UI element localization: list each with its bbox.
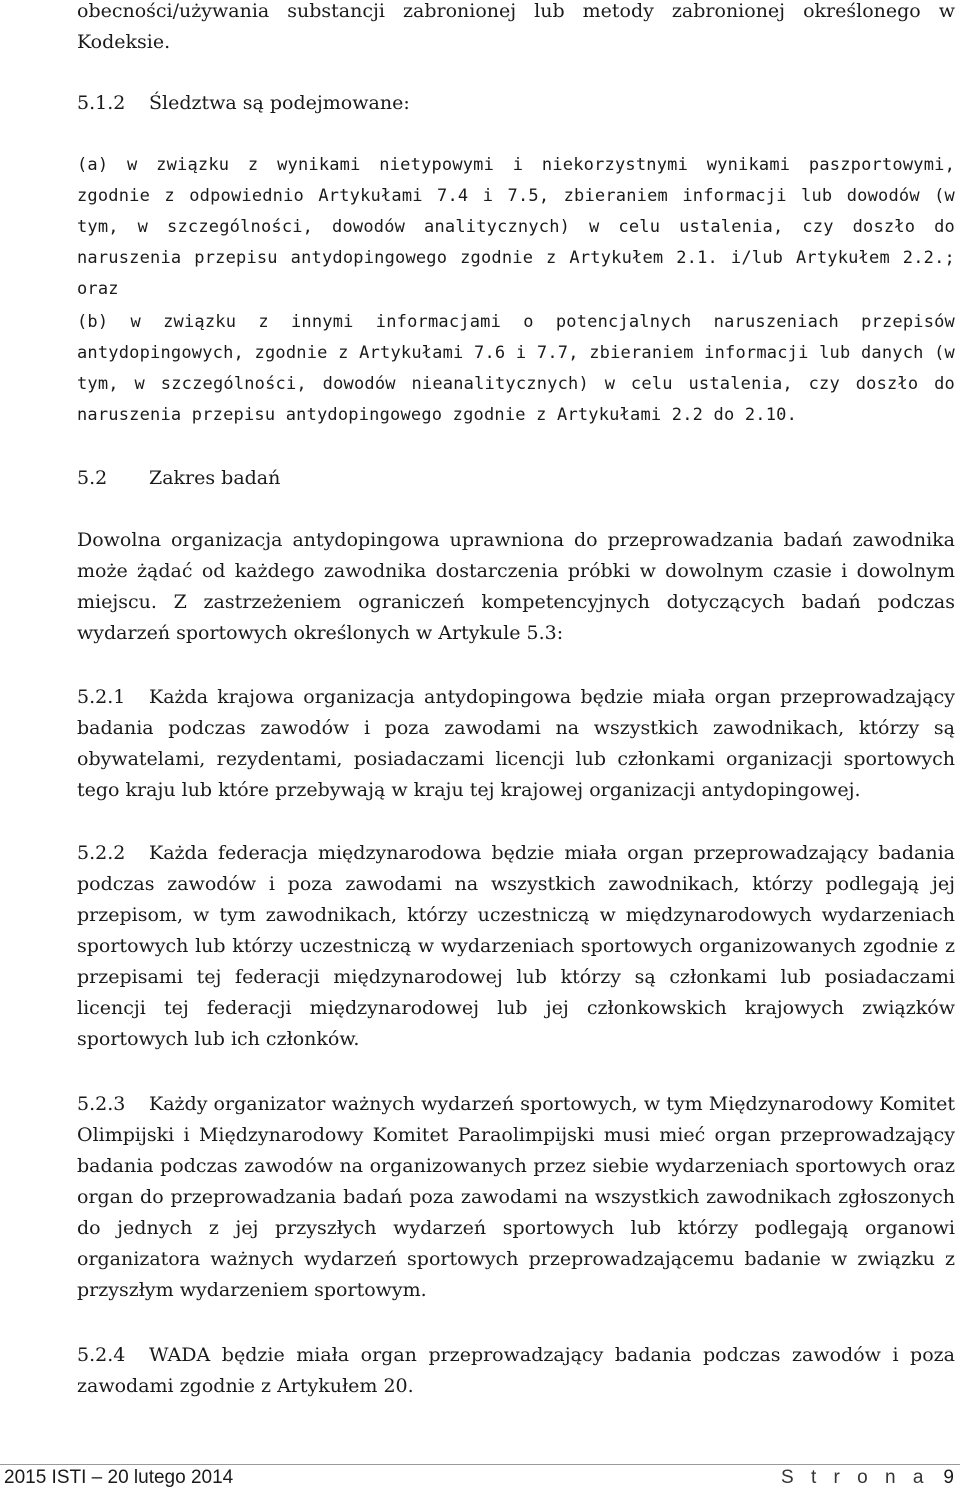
section-number: 5.1.2 [77,92,126,114]
section-number: 5.2.4 [77,1344,126,1366]
section-text: Każda federacja międzynarodowa będzie miała organ przeprowadzający badania podczas zawodów i poza zawodami na wszystkich zawodnikach, którzy podlegają jej przepisom, w tym zawodnikach, którzy uczestniczą w międzynarodowych wydarzeniach sportowych lub którzy uczestniczą w wydarzeniach sportowych organizowanych zgodnie z przepisami tej federacji międzynarodowej lub którzy są członkami lub posiadaczami licencji tej federacji międzynarodowej lub jej członkowskich krajowych związków sportowych lub ich członków. [77,842,955,1050]
section-5-2-2 [77,838,955,1055]
section-number: 5.2.3 [77,1093,126,1115]
section-5-2-heading [77,463,955,494]
section-5-2-1 [77,682,955,806]
section-text: Każdy organizator ważnych wydarzeń sportowych, w tym Międzynarodowy Komitet Olimpijski i Międzynarodowy Komitet Paraolimpijski musi mieć organ przeprowadzający badania podczas zawodów na organizowanych przez siebie wydarzeniach sportowych oraz organ do przeprowadzania badań poza zawodami na wszystkich zawodnikach zgłoszonych do jednych z jej przyszłych wydarzeń sportowych lub którzy podlegają organowi organizatora ważnych wydarzeń sportowych przeprowadzającemu badanie w związku z przyszłym wydarzeniem sportowym. [77,1093,955,1301]
section-number: 5.2.2 [77,842,126,864]
section-number: 5.2 [77,467,108,489]
footer-page-number: 9 [943,1467,954,1488]
section-text: Każda krajowa organizacja antydopingowa będzie miała organ przeprowadzający badania podczas zawodów i poza zawodami na wszystkich zawodnikach, którzy są obywatelami, rezydentami, posiadaczami licencji lub członkami organizacji sportowych tego kraju lub które przebywają w kraju tej krajowej organizacji antydopingowej. [77,686,955,801]
list-item-b: (b) w związku z innymi informacjami o potencjalnych naruszeniach przepisów antydopingowych, zgodnie z Artykułami 7.6 i 7.7, zbieraniem informacji lub danych (w tym, w szczególności, dowodów nieanalitycznych) w celu ustalenia, czy doszło do naruszenia przepisu antydopingowego zgodnie z Artykułami 2.2 do 2.10. [77,312,955,425]
section-text: WADA będzie miała organ przeprowadzający badania podczas zawodów i poza zawodami zgodnie z Artykułem 20. [77,1344,955,1397]
intro-paragraph: obecności/używania substancji zabronionej lub metody zabronionej określonego w Kodeksie. [77,0,955,53]
page-footer [0,1464,960,1492]
section-number: 5.2.1 [77,686,126,708]
section-5-2-4 [77,1340,955,1402]
section-5-1-2 [77,88,955,119]
footer-document-title: 2015 ISTI – 20 lutego 2014 [4,1467,234,1488]
section-5-2-paragraph: Dowolna organizacja antydopingowa uprawniona do przeprowadzania badań zawodnika może żądać od każdego zawodnika dostarczenia próbki w dowolnym czasie i dowolnym miejscu. Z zastrzeżeniem ograniczeń kompetencyjnych dotyczących badań podczas wydarzeń sportowych określonych w Artykule 5.3: [77,529,955,644]
footer-strona-label: S t r o n a [781,1467,930,1488]
section-text: Śledztwa są podejmowane: [149,92,410,114]
footer-page-label [781,1466,954,1490]
section-heading: Zakres badań [149,467,281,489]
section-5-2-3 [77,1089,955,1306]
list-item-a: (a) w związku z wynikami nietypowymi i niekorzystnymi wynikami paszportowymi, zgodnie z odpowiednio Artykułami 7.4 i 7.5, zbieraniem informacji lub dowodów (w tym, w szczególności, dowodów analitycznych) w celu ustalenia, czy doszło do naruszenia przepisu antydopingowego zgodnie z Artykułem 2.1. i/lub Artykułem 2.2.; oraz [77,155,955,299]
